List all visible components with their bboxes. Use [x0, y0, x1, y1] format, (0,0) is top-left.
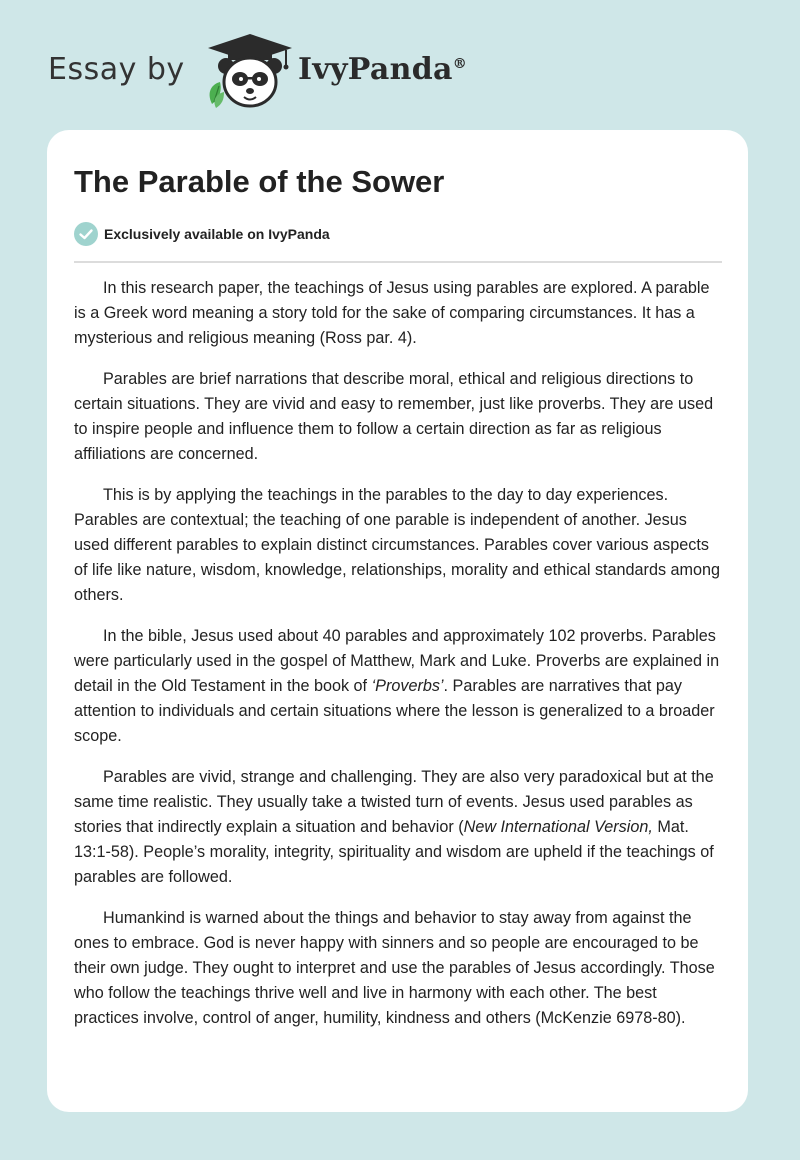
- paragraph-4: [74, 624, 724, 749]
- paragraph-5-part-1: Parables are vivid, strange and challenging. They are also very paradoxical but at the same time realistic. They usually take a twisted turn of events. Jesus used parables as stories that indirectly explain a situation and behavior (: [74, 768, 714, 836]
- article-card: [47, 130, 748, 1112]
- brand-prefix: Essay by: [48, 52, 185, 87]
- brand-name[interactable]: IvyPanda®: [298, 52, 468, 87]
- registered-mark: ®: [452, 56, 468, 72]
- paragraph-6: Humankind is warned about the things and behavior to stay away from against the ones to embrace. God is never happy with sinners and so people are encouraged to be their own judge. They ought to interpret and use the parables of Jesus accordingly. Those who follow the teachings thrive well and live in harmony with each other. The best practices involve, control of anger, humility, kindness and others (McKenzie 6978-80).: [74, 909, 715, 1027]
- paragraph-4-part-1: In the bible, Jesus used about 40 parables and approximately 102 proverbs. Parables were particularly used in the gospel of Matthew, Mark and Luke. Proverbs are explained in detail in the Old Testament in the book of: [74, 627, 720, 695]
- paragraph-4-part-2: . Parables are narratives that pay attention to individuals and certain situations where the lesson is generalized to a broader scope.: [74, 677, 715, 745]
- exclusive-badge: [74, 222, 330, 246]
- paragraph-1: In this research paper, the teachings of Jesus using parables are explored. A parable is a Greek word meaning a story told for the sake of comparing circumstances. It has a mysterious and religious meaning (Ross par. 4).: [74, 279, 710, 347]
- article-body: [74, 276, 724, 1047]
- paragraph-2: Parables are brief narrations that describe moral, ethical and religious directions to certain situations. They are vivid and easy to remember, just like proverbs. They are used to inspire people and influence them to follow a certain direction as far as religious affiliations are concerned.: [74, 370, 714, 463]
- paragraph-3: This is by applying the teachings in the parables to the day to day experiences. Parables are contextual; the teaching of one parable is independent of another. Jesus used different parables to explain distinct circumstances. Parables cover various aspects of life like nature, wisdom, knowledge, relationships, morality and ethical standards among others.: [74, 486, 721, 604]
- article-title: The Parable of the Sower: [74, 164, 445, 199]
- paragraph-5-part-2: Mat. 13:1-58). People’s morality, integrity, spirituality and wisdom are upheld if the teachings of parables are followed.: [74, 818, 714, 886]
- paragraph-4-italic: ‘Proverbs’: [371, 677, 444, 695]
- check-circle-icon: [74, 222, 98, 246]
- badge-label: Exclusively available on IvyPanda: [104, 226, 330, 242]
- divider: [74, 261, 722, 263]
- site-header: [0, 0, 800, 130]
- paragraph-5: [74, 765, 724, 890]
- panda-graduate-icon: [202, 32, 298, 110]
- paragraph-5-italic: New International Version,: [463, 818, 653, 836]
